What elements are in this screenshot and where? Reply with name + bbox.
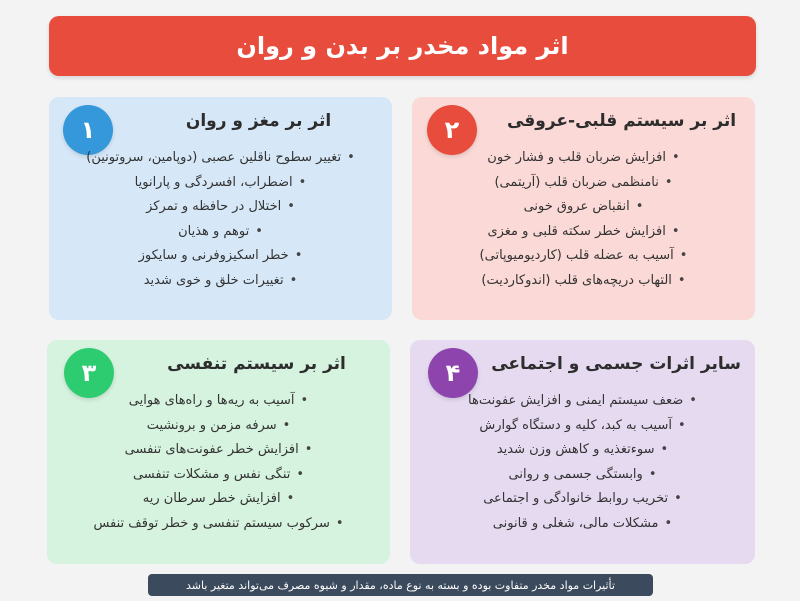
bullet-icon: • <box>660 442 669 458</box>
list-item <box>57 195 384 220</box>
card-other-effects <box>410 340 755 564</box>
card-brain-mind <box>49 97 392 320</box>
list-item <box>55 487 382 512</box>
list-item-text: آسیب به کبد، کلیه و دستگاه گوارش <box>479 417 672 433</box>
list-item-text: مشکلات مالی، شغلی و قانونی <box>492 515 659 531</box>
list-item-text: اضطراب، افسردگی و پارانویا <box>134 174 293 190</box>
card-heading: سایر اثرات جسمی و اجتماعی <box>491 354 741 374</box>
card-cardiovascular <box>412 97 755 320</box>
effects-list <box>420 146 747 294</box>
list-item <box>55 414 382 439</box>
list-item-text: تغییرات خلق و خوی شدید <box>143 272 284 288</box>
list-item-text: تنگی نفس و مشکلات تنفسی <box>132 466 291 482</box>
effects-list <box>418 389 747 537</box>
bullet-icon: • <box>674 491 682 507</box>
list-item <box>420 171 747 196</box>
list-item <box>55 389 382 414</box>
list-item-text: افزایش خطر سکته قلبی و مغزی <box>487 223 666 239</box>
bullet-icon: • <box>298 174 307 190</box>
list-item <box>55 512 382 537</box>
number-badge-label: ۱ <box>80 116 96 144</box>
list-item-text: خطر اسکیزوفرنی و سایکوز <box>138 248 289 264</box>
list-item-text: سرکوب سیستم تنفسی و خطر توقف تنفس <box>93 515 330 531</box>
list-item-text: وابستگی جسمی و روانی <box>508 466 643 482</box>
bullet-icon: • <box>335 515 344 531</box>
bullet-icon: • <box>282 417 291 433</box>
list-item <box>418 463 747 488</box>
bullet-icon: • <box>689 393 697 408</box>
list-item <box>420 244 747 269</box>
number-badge-label: ۲ <box>444 116 460 144</box>
card-heading: اثر بر سیستم قلبی-عروقی <box>506 111 737 131</box>
title-banner <box>49 16 756 76</box>
bullet-icon: • <box>671 223 680 239</box>
list-item-text: توهم و هذیان <box>178 223 250 239</box>
list-item <box>55 438 382 463</box>
card-heading: اثر بر مغز و روان <box>185 111 332 131</box>
list-item-text: افزایش خطر عفونت‌های تنفسی <box>124 442 299 458</box>
list-item-text: سوءتغذیه و کاهش وزن شدید <box>496 442 655 458</box>
list-item <box>57 220 384 245</box>
bullet-icon: • <box>679 248 688 264</box>
bullet-icon: • <box>255 223 263 239</box>
list-item <box>57 146 384 171</box>
list-item-text: انقباض عروق خونی <box>523 199 630 215</box>
bullet-icon: • <box>347 150 355 165</box>
list-item <box>418 414 747 439</box>
list-item <box>57 171 384 196</box>
bullet-icon: • <box>648 466 657 482</box>
bullet-icon: • <box>677 417 686 433</box>
list-item <box>55 463 382 488</box>
card-heading: اثر بر سیستم تنفسی <box>167 354 346 374</box>
bullet-icon: • <box>286 491 295 507</box>
bullet-icon: • <box>664 174 673 190</box>
list-item <box>418 438 747 463</box>
list-item-text: نامنظمی ضربان قلب (آریتمی) <box>494 174 659 190</box>
list-item <box>420 220 747 245</box>
list-item <box>418 512 747 537</box>
number-badge-label: ۳ <box>81 359 97 387</box>
list-item-text: سرفه مزمن و برونشیت <box>146 417 277 433</box>
list-item <box>418 389 747 414</box>
list-item <box>418 487 747 512</box>
list-item <box>57 269 384 294</box>
bullet-icon: • <box>677 272 686 288</box>
list-item-text: آسیب به ریه‌ها و راه‌های هوایی <box>128 393 295 408</box>
page-title: اثر مواد مخدر بر بدن و روان <box>236 32 569 60</box>
bullet-icon: • <box>304 442 313 458</box>
list-item-text: آسیب به عضله قلب (کاردیومیوپاتی) <box>479 248 674 264</box>
list-item-text: التهاب دریچه‌های قلب (اندوکاردیت) <box>481 272 672 288</box>
list-item-text: افزایش ضربان قلب و فشار خون <box>487 150 667 165</box>
list-item <box>420 195 747 220</box>
bullet-icon: • <box>672 150 680 165</box>
list-item-text: اختلال در حافظه و تمرکز <box>146 199 282 215</box>
bullet-icon: • <box>287 199 295 215</box>
effects-list <box>57 146 384 294</box>
list-item-text: تغییر سطوح ناقلین عصبی (دوپامین، سروتونین) <box>86 150 342 165</box>
footer-note <box>148 574 653 596</box>
bullet-icon: • <box>635 199 644 215</box>
list-item-text: ضعف سیستم ایمنی و افزایش عفونت‌ها <box>468 393 684 408</box>
footer-text: تأثیرات مواد مخدر متفاوت بوده و بسته به نوع ماده، مقدار و شیوه مصرف می‌تواند متغیر باشد <box>186 578 615 592</box>
bullet-icon: • <box>296 466 305 482</box>
list-item-text: تخریب روابط خانوادگی و اجتماعی <box>483 491 669 507</box>
bullet-icon: • <box>300 393 309 408</box>
bullet-icon: • <box>294 248 303 264</box>
list-item <box>57 244 384 269</box>
effects-list <box>55 389 382 537</box>
bullet-icon: • <box>289 272 298 288</box>
list-item-text: افزایش خطر سرطان ریه <box>142 491 281 507</box>
list-item <box>420 146 747 171</box>
number-badge-label: ۴ <box>445 359 461 387</box>
bullet-icon: • <box>664 515 673 531</box>
list-item <box>420 269 747 294</box>
card-respiratory <box>47 340 390 564</box>
